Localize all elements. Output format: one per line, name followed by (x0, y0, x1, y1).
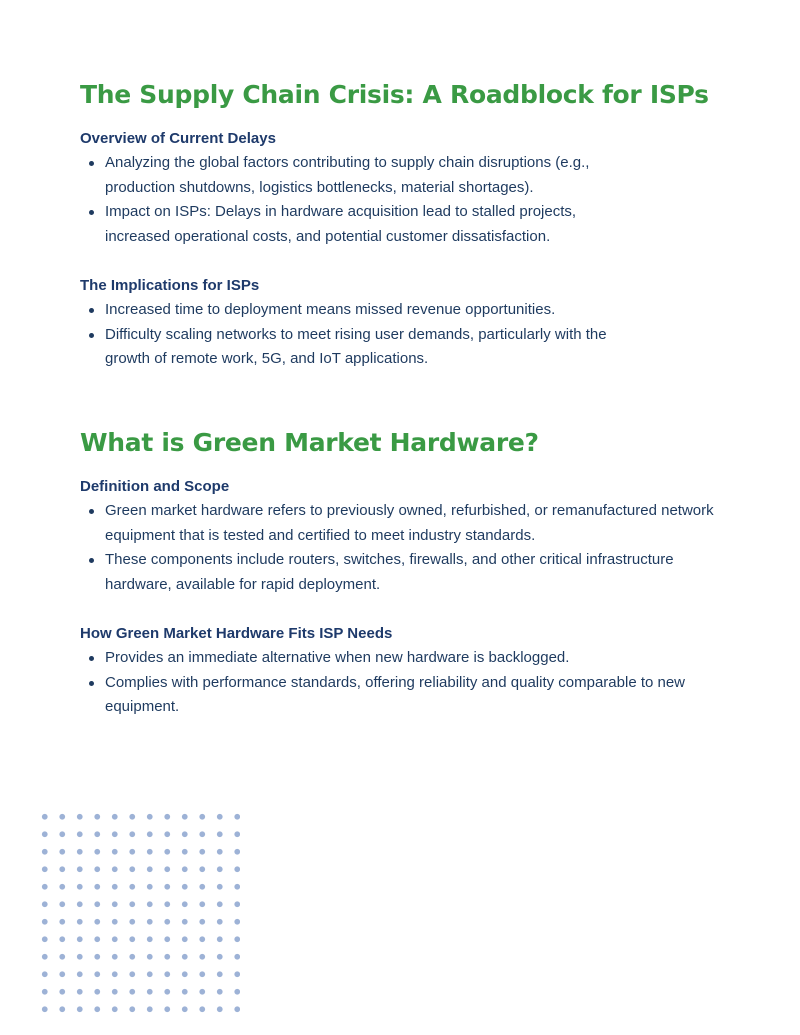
list-item: Impact on ISPs: Delays in hardware acquisition lead to stalled projects, increased operational costs, and potential customer dissatisfaction. (80, 200, 610, 249)
subheading-overview-delays: Overview of Current Delays (80, 130, 276, 147)
list-item: Difficulty scaling networks to meet rising user demands, particularly with the growth of remote work, 5G, and IoT applications. (80, 323, 610, 372)
list-item: Increased time to deployment means missed revenue opportunities. (80, 298, 610, 323)
list-item: Analyzing the global factors contributing to supply chain disruptions (e.g., production shutdowns, logistics bottlenecks, material shortages). (80, 151, 610, 200)
list-item: These components include routers, switches, firewalls, and other critical infrastructure hardware, available for rapid deployment. (80, 548, 720, 597)
bullet-list-isp-needs (80, 646, 740, 720)
bullet-list-implications (80, 298, 610, 372)
subheading-definition-scope: Definition and Scope (80, 478, 230, 495)
bullet-list-overview-delays (80, 151, 610, 249)
section-title-green-market: What is Green Market Hardware? (80, 428, 539, 457)
subheading-isp-needs: How Green Market Hardware Fits ISP Needs (80, 625, 393, 642)
bullet-list-definition-scope (80, 499, 720, 597)
list-item: Provides an immediate alternative when new hardware is backlogged. (80, 646, 740, 671)
subheading-implications: The Implications for ISPs (80, 277, 260, 294)
section-title-supply-chain: The Supply Chain Crisis: A Roadblock for ISPs (80, 80, 709, 109)
list-item: Green market hardware refers to previously owned, refurbished, or remanufactured network equipment that is tested and certified to meet industry standards. (80, 499, 720, 548)
decorative-dot-grid (36, 808, 240, 1018)
list-item: Complies with performance standards, offering reliability and quality comparable to new equipment. (80, 671, 740, 720)
